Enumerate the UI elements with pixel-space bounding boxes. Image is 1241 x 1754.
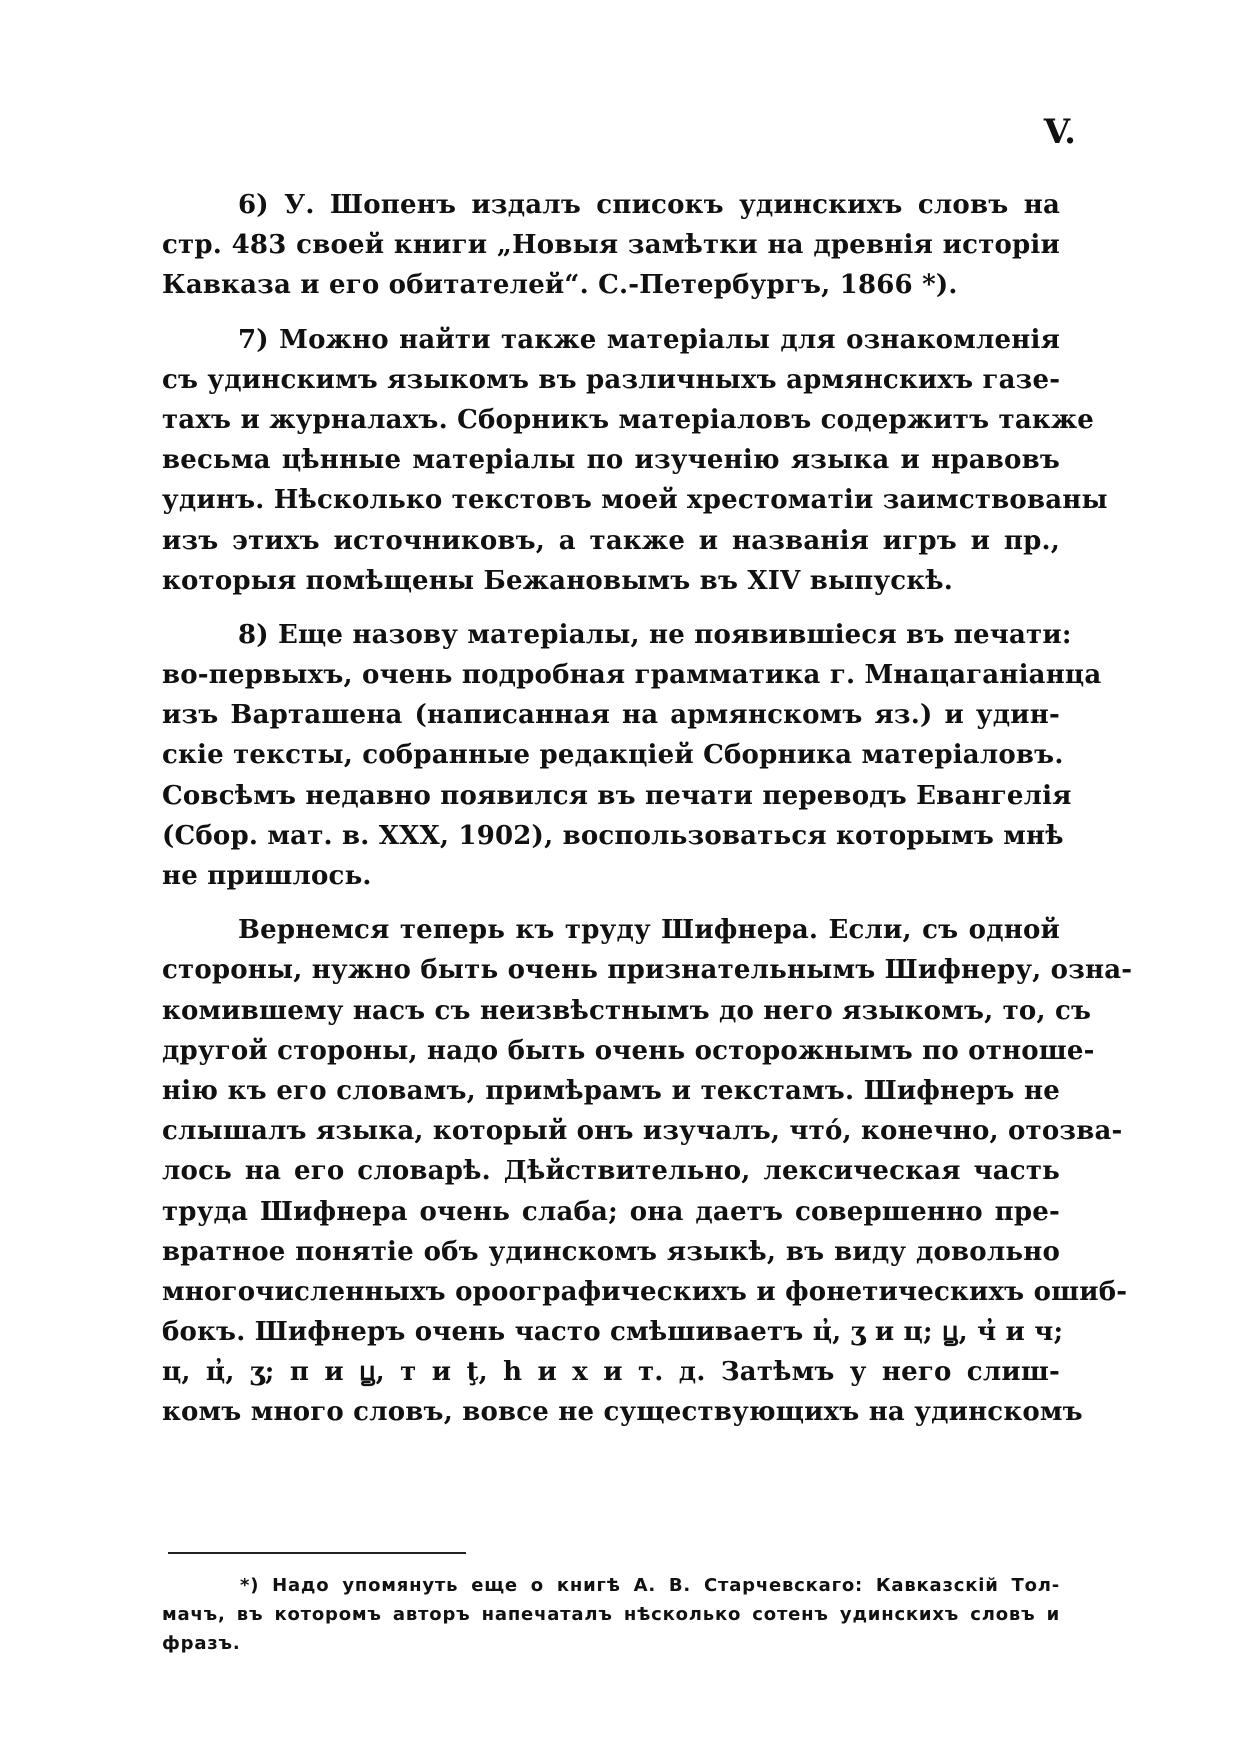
text-line: труда Шифнера очень слаба; она даетъ совершенно пре- (162, 1196, 1060, 1227)
footnote (162, 1571, 1060, 1658)
paragraph-7 (162, 320, 1108, 601)
text-line: другой стороны, надо быть очень осторожнымъ по отноше- (162, 1035, 1095, 1066)
text-line: комившему насъ съ неизвѣстнымъ до него языкомъ, то, съ (162, 995, 1092, 1026)
text-line: Вернемся теперь къ труду Шифнера. Если, съ одной (238, 915, 1060, 946)
text-line: 7) Можно найти также матеріалы для ознакомленія (238, 324, 1060, 355)
text-line: во-первыхъ, очень подробная грамматика г. Мнацаганіанца (162, 660, 1102, 691)
paragraph-8 (162, 615, 1102, 896)
text-line: тахъ и журналахъ. Сборникъ матеріаловъ содержитъ также (162, 404, 1095, 435)
footnote-line: мачъ, въ которомъ авторъ напечаталъ нѣсколько сотенъ удинскихъ словъ и (162, 1604, 1060, 1625)
page-number: V. (1043, 112, 1076, 152)
text-line: бокъ. Шифнеръ очень часто смѣшиваетъ ц̓, ӡ и ц; ꚏ, ч̓ и ч; (162, 1317, 1064, 1348)
text-line: съ удинскимъ языкомъ въ различныхъ армянскихъ газе- (162, 364, 1061, 395)
text-line: весьма цѣнные матеріалы по изученію языка и нравовъ (162, 445, 1060, 476)
text-line: ц, ц̓, ӡ; п и ꚏ, т и ţ, һ и х и т. д. Затѣмъ у него слиш- (162, 1357, 1060, 1388)
text-line: стр. 483 своей книги „Новыя замѣтки на древнія исторіи (162, 230, 1060, 261)
text-line: изъ Варташена (написанная на армянскомъ яз.) и удин- (162, 700, 1060, 731)
text-line: нію къ его словамъ, примѣрамъ и текстамъ. Шифнеръ не (162, 1075, 1060, 1106)
text-line: удинъ. Нѣсколько текстовъ моей хрестоматіи заимствованы (162, 485, 1108, 516)
paragraph-6 (162, 185, 1060, 306)
text-line: комъ много словъ, вовсе не существующихъ на удинскомъ (162, 1397, 1083, 1428)
text-line: стороны, нужно быть очень признательнымъ Шифнеру, озна- (162, 955, 1133, 986)
text-line: лось на его словарѣ. Дѣйствительно, лексическая часть (162, 1156, 1060, 1187)
text-line: Кавказа и его обитателей“. С.-Петербургъ, 1866 *). (162, 270, 958, 301)
text-line: 6) У. Шопенъ издалъ списокъ удинскихъ словъ на (238, 190, 1060, 220)
text-line: 8) Еще назову матеріалы, не появившіеся въ печати: (238, 619, 1072, 650)
text-line: слышалъ языка, который онъ изучалъ, что́, конечно, отозва- (162, 1116, 1123, 1147)
text-line: скіе тексты, собранные редакціей Сборника матеріаловъ. (162, 740, 1064, 771)
footnote-divider (168, 1552, 466, 1554)
footnote-line: *) Надо упомянуть еще о книгѣ А. В. Старчевскаго: Кавказскій Тол- (240, 1575, 1060, 1596)
paragraph-schiefner (162, 910, 1133, 1432)
text-line: которыя помѣщены Бежановымъ въ XIV выпускѣ. (162, 565, 954, 596)
text-line: изъ этихъ источниковъ, а также и названія игръ и пр., (162, 525, 1060, 556)
text-line: не пришлось. (162, 861, 372, 891)
footnote-line: фразъ. (162, 1633, 241, 1654)
text-line: (Сбор. мат. в. XXX, 1902), воспользоваться которымъ мнѣ (162, 820, 1064, 851)
text-line: многочисленныхъ ороографическихъ и фонетическихъ ошиб- (162, 1276, 1128, 1307)
main-text (162, 185, 1133, 1439)
text-line: вратное понятіе объ удинскомъ языкѣ, въ виду довольно (162, 1236, 1060, 1267)
text-line: Совсѣмъ недавно появился въ печати переводъ Евангелія (162, 780, 1072, 811)
